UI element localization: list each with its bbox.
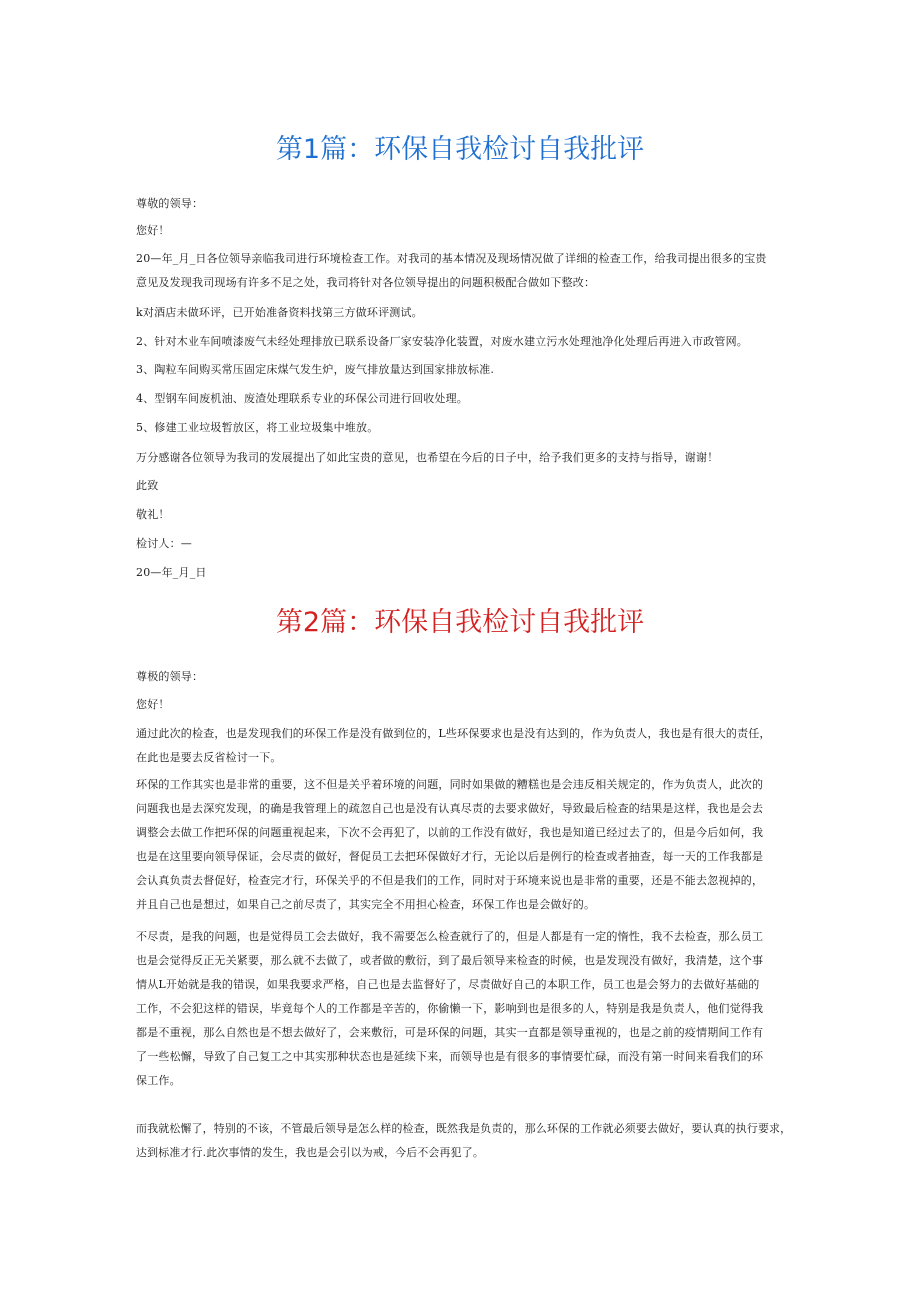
section2-greeting: 您好！ (136, 698, 170, 711)
text-line: 环保的工作其实也是非常的重要，这不但是关乎着环境的问题，同时如果做的糟糕也是会违反相关规定的，作为负责人，此次的 (136, 778, 764, 791)
text-line: 调整会去做工作把环保的问题重视起来，下次不会再犯了，以前的工作没有做好，我也是知道已经过去了的，但是今后如何，我 (136, 826, 764, 839)
text-line: 达到标准才行.此次事情的发生，我也是会引以为戒，今后不会再犯了。 (136, 1146, 484, 1159)
section1-greeting: 您好！ (136, 224, 170, 237)
text-line: 工作，不会犯这样的错误，毕竟每个人的工作都是辛苦的，你偷懒一下，影响到也是很多的人，特别是我是负责人，他们觉得我 (136, 1002, 764, 1015)
text-line: 保工作。 (136, 1074, 181, 1087)
text-line: 并且自己也是想过，如果自己之前尽责了，其实完全不用担心检查，环保工作也是会做好的。 (136, 898, 596, 911)
section1-closing-2: 敬礼！ (136, 508, 170, 521)
section1-closing-1: 此致 (136, 479, 159, 492)
text-line: 都是不重视，那么自然也是不想去做好了，会来敷衍，可是环保的问题，其实一直都是领导重视的，也是之前的疫情期间工作有 (136, 1026, 764, 1039)
text-line: 不尽责，是我的问题，也是觉得员工会去做好，我不需要怎么检查就行了的，但是人都是有一定的惰性，我不去检查，那么员工 (136, 930, 764, 943)
section1-item-1: k对酒店未做环评，已开始准备资料找第三方做环评测试。 (136, 306, 423, 319)
section2-paragraph-1 (136, 722, 792, 770)
text-line: 20—年_月_日各位领导亲临我司进行环境检查工作。对我司的基本情况及现场情况做了详细的检查工作，给我司提出很多的宝贵 (136, 252, 767, 265)
text-line: 会认真负责去督促好，检查完才行，环保关乎的不但是我们的工作，同时对于环境来说也是非常的重要，还是不能去忽视掉的， (136, 874, 764, 887)
text-line: 也是会觉得反正无关紧要，那么就不去做了，或者做的敷衍，到了最后领导来检查的时候，也是发现没有做好，我清楚，这个事 (136, 954, 764, 967)
text-line: 也是在这里要向领导保证，会尽责的做好，督促员工去把环保做好才行，无论以后是例行的检查或者抽查，每一天的工作我都是 (136, 850, 764, 863)
section1-title: 第1篇：环保自我检讨自我批评 (275, 134, 645, 165)
text-line: 了一些松懈，导致了自己复工之中其实那种状态也是延续下来，而领导也是有很多的事情要忙碌，而没有第一时间来看我们的环 (136, 1050, 764, 1063)
section1-intro (136, 247, 792, 295)
section2-paragraph-3 (136, 925, 792, 1093)
text-line: 在此也是要去反省检讨一下。 (136, 751, 282, 764)
text-line: 意见及发现我司现场有许多不足之处，我司将针对各位领导提出的问题积极配合做如下整改： (136, 276, 596, 289)
text-line: 问题我也是去深究发现，的确是我管理上的疏忽自己也是没有认真尽责的去要求做好，导致最后检查的结果是这样，我也是会去 (136, 802, 764, 815)
section2-paragraph-2 (136, 773, 792, 917)
section1-thanks: 万分感谢各位领导为我司的发展提出了如此宝贵的意见，也希望在今后的日子中，给予我们更多的支持与指导，谢谢！ (136, 451, 719, 464)
section2-paragraph-4 (136, 1117, 792, 1165)
section1-signer: 检讨人：— (136, 537, 192, 550)
section2-title: 第2篇：环保自我检讨自我批评 (275, 607, 645, 638)
section2-salutation: 尊极的领导： (136, 670, 204, 683)
text-line: 情从L开始就是我的错误，如果我要求严格，自己也是去监督好了，尽责做好自己的本职工作，员工也是会努力的去做好基础的 (136, 978, 760, 991)
section1-item-2: 2、针对木业车间喷漆废气未经处理排放已联系设备厂家安装净化装置，对废水建立污水处理池净化处理后再进入市政管网。 (136, 335, 748, 348)
section1-item-3: 3、陶粒车间购买常压固定床煤气发生炉，废气排放量达到国家排放标准. (136, 363, 495, 376)
section1-salutation: 尊敬的领导： (136, 197, 204, 210)
section1-date: 20—年_月_日 (136, 566, 207, 579)
section1-item-4: 4、型钢车间废机油、废渣处理联系专业的环保公司进行回收处理。 (136, 392, 468, 405)
section1-item-5: 5、修建工业垃圾暂放区，将工业垃圾集中堆放。 (136, 421, 379, 434)
text-line: 通过此次的检查，也是发现我们的环保工作是没有做到位的，L些环保要求也是没有达到的，作为负责人，我也是有很大的责任， (136, 727, 771, 740)
text-line: 而我就松懈了，特别的不该，不管最后领导是怎么样的检查，既然我是负责的，那么环保的工作就必须要去做好，要认真的执行要求， (136, 1122, 792, 1135)
